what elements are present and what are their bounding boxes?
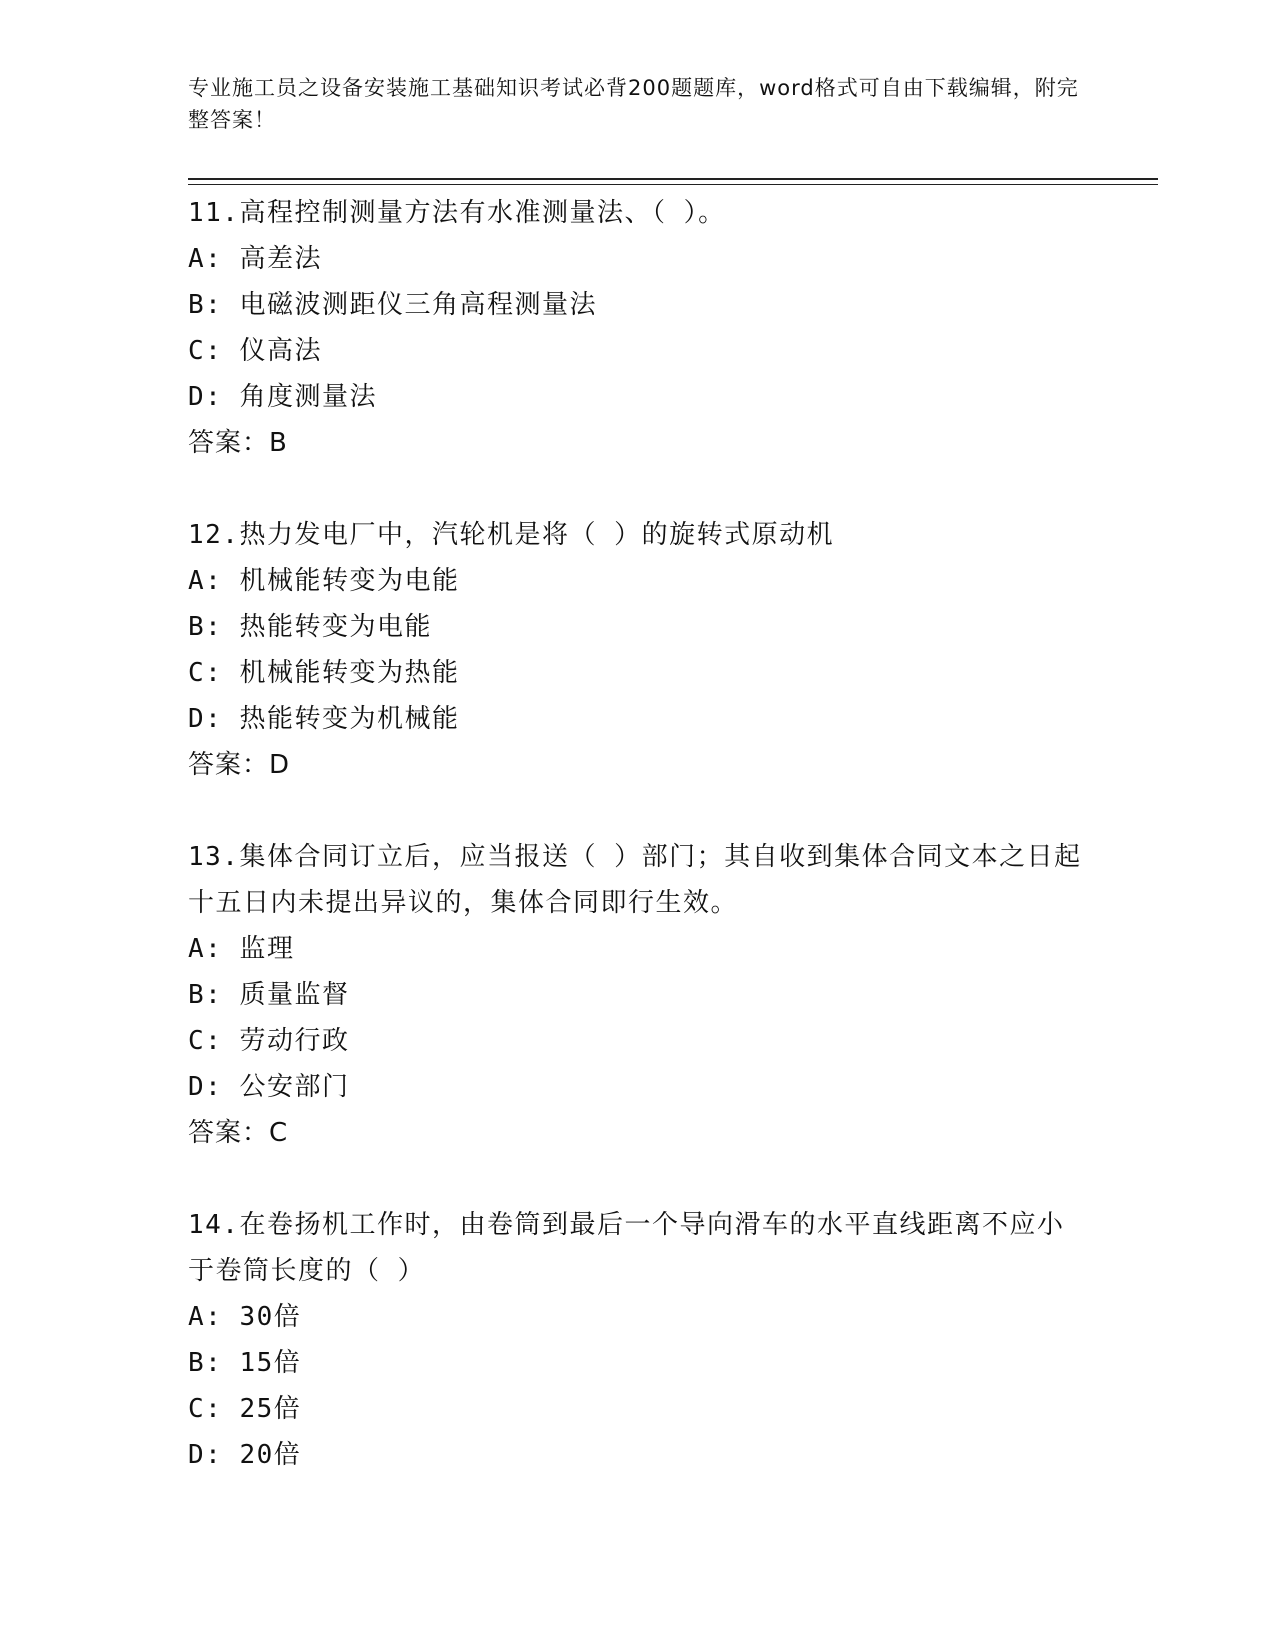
option-c: C: 劳动行政 — [188, 1026, 350, 1056]
option-a: A: 高差法 — [188, 244, 322, 274]
document-header — [188, 72, 1088, 136]
question-text: 11.高程控制测量方法有水准测量法、（ ）。 — [188, 198, 726, 228]
option-a: A: 监理 — [188, 934, 295, 964]
option-a: A: 机械能转变为电能 — [188, 566, 460, 596]
question-item — [188, 512, 1088, 788]
question-text: 12.热力发电厂中，汽轮机是将（ ）的旋转式原动机 — [188, 520, 835, 550]
answer-text: 答案：C — [188, 1118, 289, 1148]
option-d: D: 公安部门 — [188, 1072, 350, 1102]
option-b: B: 电磁波测距仪三角高程测量法 — [188, 290, 597, 320]
option-c: C: 机械能转变为热能 — [188, 658, 460, 688]
header-intro-text: 专业施工员之设备安装施工基础知识考试必背200题题库，word格式可自由下载编辑，附完整答案！ — [188, 76, 1079, 132]
option-c: C: 仪高法 — [188, 336, 322, 366]
option-c: C: 25倍 — [188, 1394, 302, 1424]
question-item — [188, 834, 1088, 1156]
option-b: B: 质量监督 — [188, 980, 350, 1010]
answer-text: 答案：B — [188, 428, 288, 458]
question-text: 13.集体合同订立后，应当报送（ ）部门；其自收到集体合同文本之日起十五日内未提出异议的，集体合同即行生效。 — [188, 842, 1082, 918]
question-item — [188, 190, 1088, 466]
option-b: B: 热能转变为电能 — [188, 612, 432, 642]
question-text: 14.在卷扬机工作时，由卷筒到最后一个导向滑车的水平直线距离不应小于卷筒长度的（ ） — [188, 1210, 1065, 1286]
header-divider-thick — [188, 178, 1158, 180]
option-d: D: 角度测量法 — [188, 382, 377, 412]
option-b: B: 15倍 — [188, 1348, 302, 1378]
option-d: D: 20倍 — [188, 1440, 302, 1470]
option-d: D: 热能转变为机械能 — [188, 704, 460, 734]
answer-text: 答案：D — [188, 750, 291, 780]
header-divider-thin — [188, 184, 1158, 185]
question-list — [188, 190, 1088, 1524]
option-a: A: 30倍 — [188, 1302, 302, 1332]
question-item — [188, 1202, 1088, 1478]
